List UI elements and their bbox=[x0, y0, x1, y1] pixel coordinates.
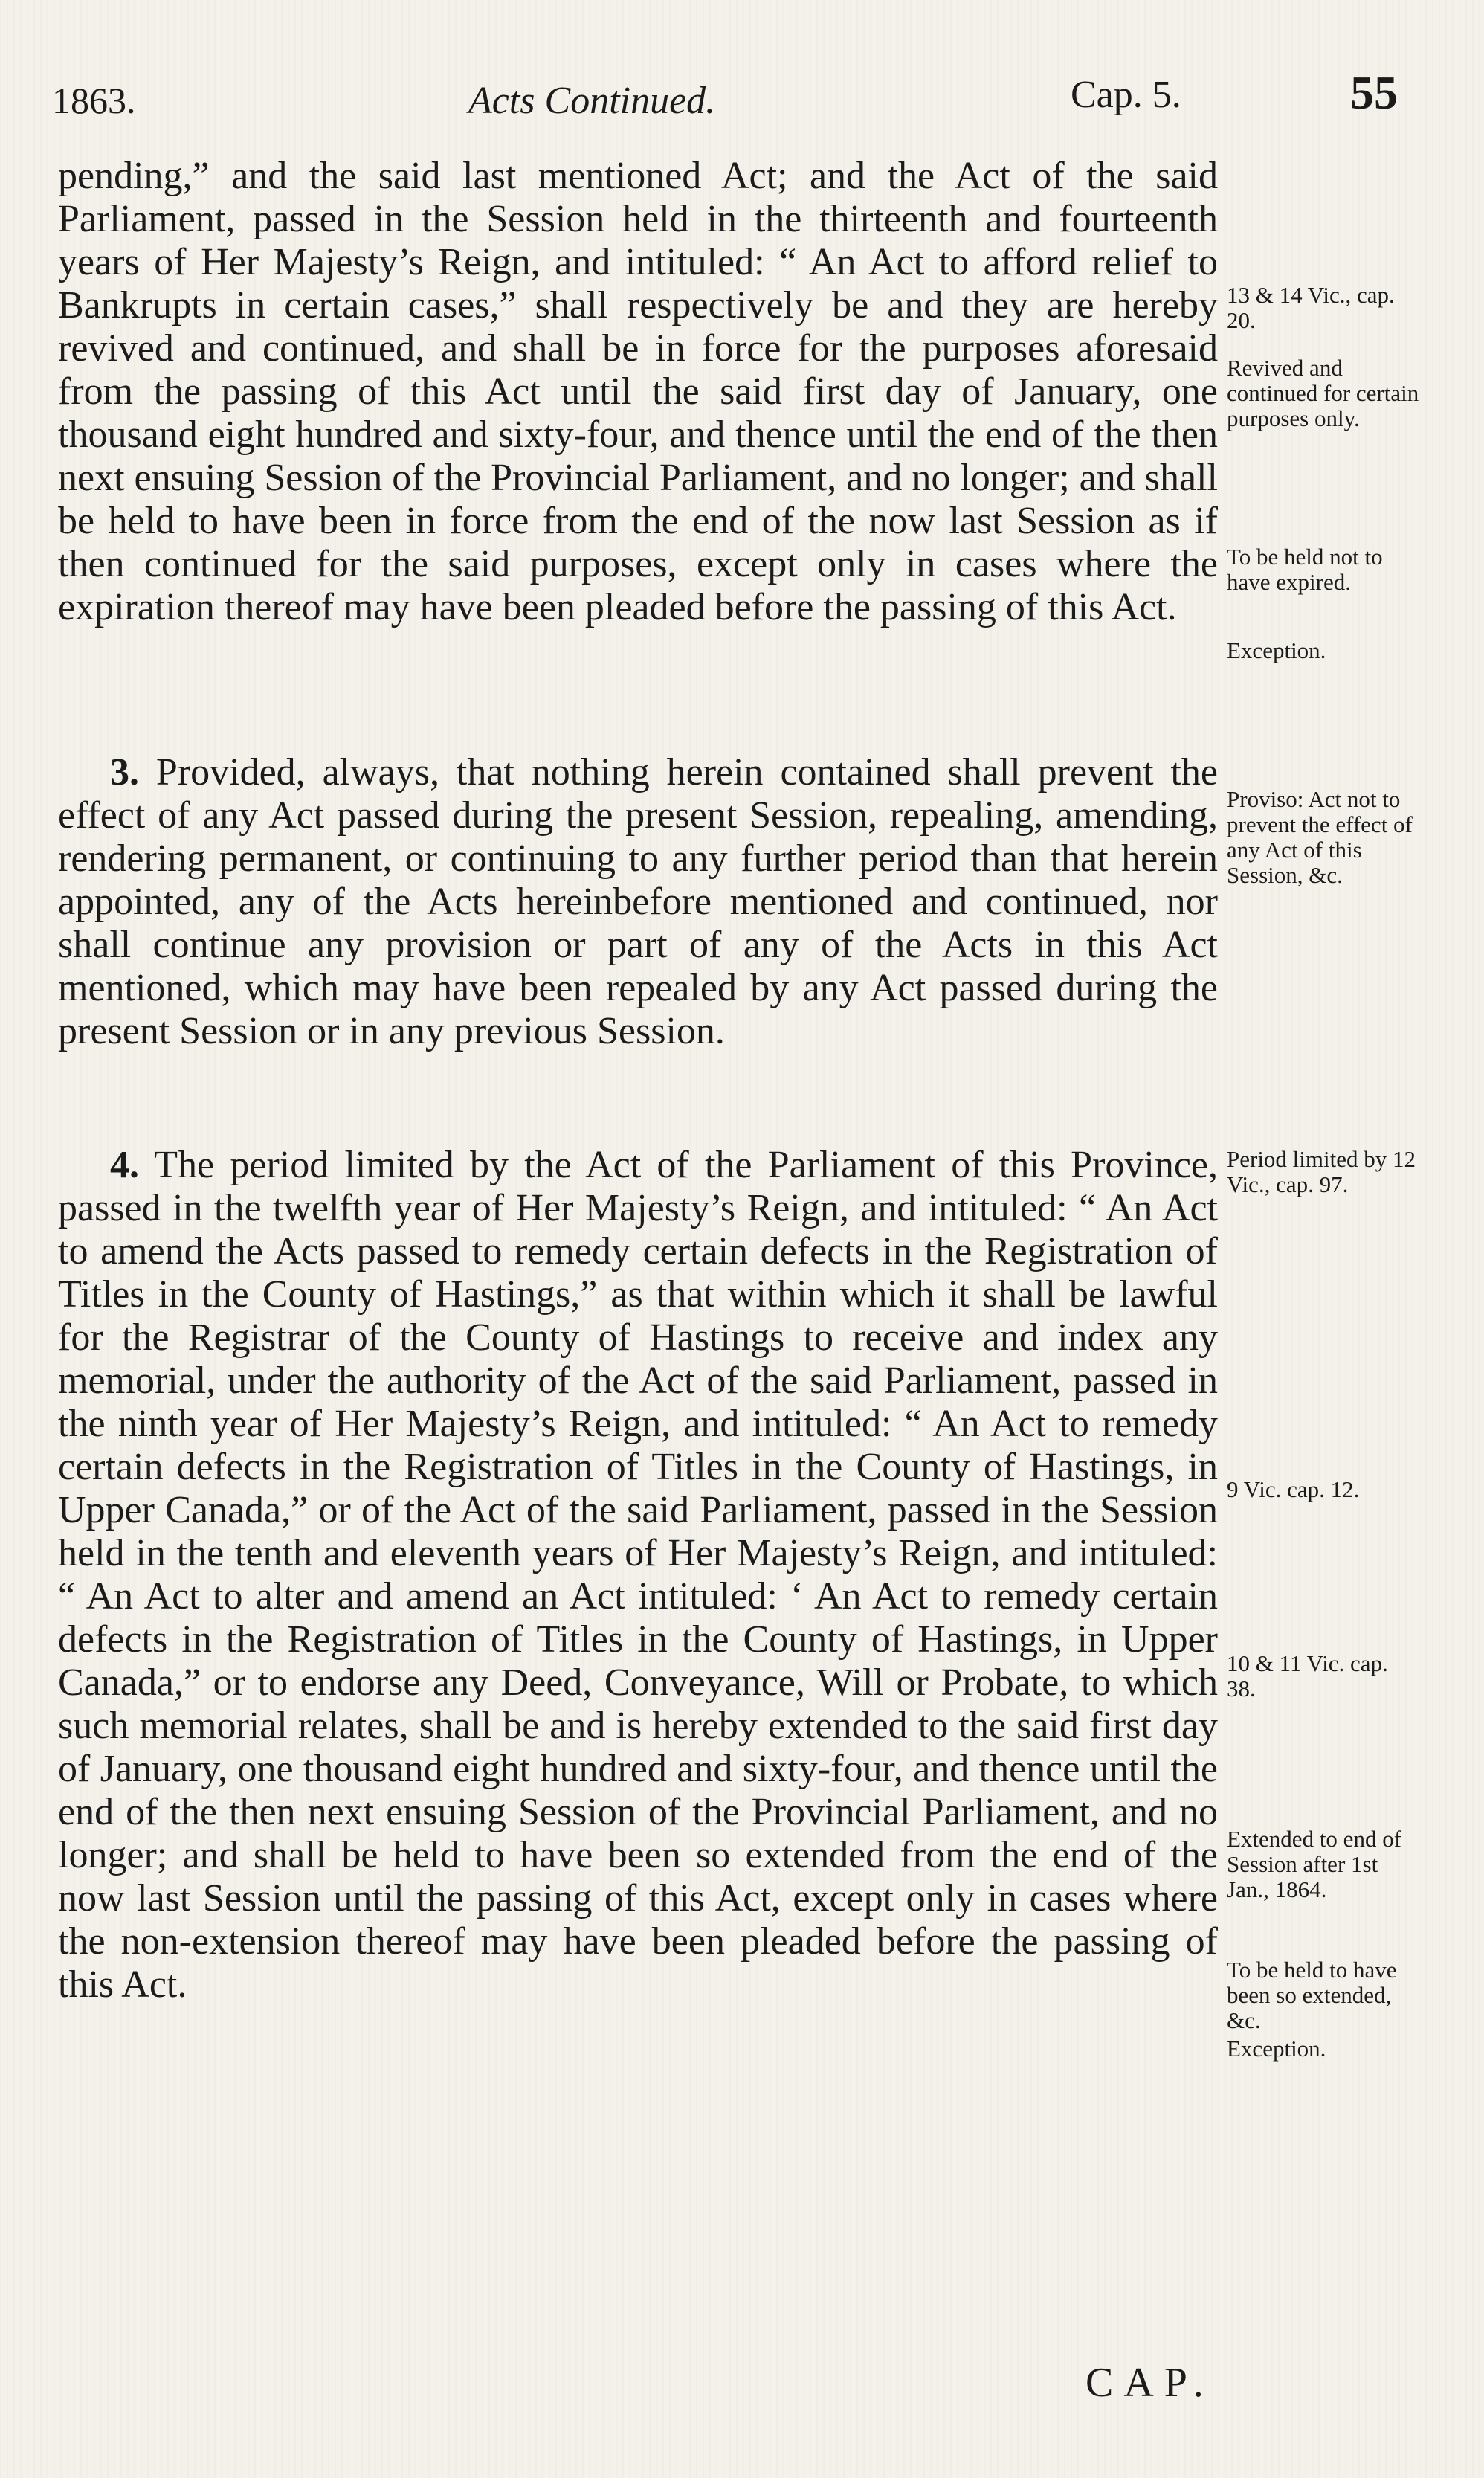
page-number: 55 bbox=[1350, 66, 1398, 119]
section-body: Provided, always, that nothing herein contained shall prevent the effect of any Act passed during the present Session, repealing, amending, rendering permanent, or continuing to any further period than that herein appointed, any of the Acts hereinbefore mentioned and continued, nor shall continue any provision or part of any of the Acts in this Act mentioned, which may have been repealed by any Act passed during the present Session or in any previous Session. bbox=[58, 751, 1219, 1052]
section-body: The period limited by the Act of the Parliament of this Province, passed in the twelfth year of Her Majesty’s Reign, and intituled: “ An Act to amend the Acts passed to remedy certain defects in the Registration of Titles in the County of Hastings,” as that within which it shall be lawful for the Registrar of the County of Hastings to receive and index any memorial, under the authority of the Act of the said Parliament, passed in the ninth year of Her Majesty’s Reign, and intituled: “ An Act to remedy certain defects in the Registration of Titles in the County of Hastings, in Upper Canada,” or of the Act of the said Parliament, passed in the Session held in the tenth and eleventh years of Her Majesty’s Reign, and intituled: “ An Act to alter and amend an Act intituled: ‘ An Act to remedy certain defects in the Registration of Titles in the County of Hastings, in Upper Canada,” or to endorse any Deed, Conveyance, Will or Probate, to which such memorial relates, shall be and is hereby extended to the said first day of January, one thousand eight hundred and sixty-four, and thence until the end of the then next ensuing Session of the Provincial Parliament, and no longer; and shall be held to have been so extended from the end of the now last Session until the passing of this Act, except only in cases where the non-extension thereof may have been pleaded before the passing of this Act. bbox=[58, 1144, 1218, 2006]
margin-note: Exception. bbox=[1227, 637, 1326, 663]
margin-note: Exception. bbox=[1227, 2036, 1326, 2062]
margin-note: To be held not to have expired. bbox=[1227, 544, 1383, 595]
section-number: 4. bbox=[110, 1144, 139, 1186]
margin-note: 9 Vic. cap. 12. bbox=[1227, 1476, 1360, 1502]
margin-note: Extended to end of Session after 1st Jan., 1864. bbox=[1227, 1826, 1402, 1902]
margin-note: 10 & 11 Vic. cap. 38. bbox=[1227, 1650, 1388, 1702]
section-3 bbox=[58, 751, 1218, 1053]
margin-note: To be held to have been so extended, &c. bbox=[1227, 1957, 1397, 2033]
section-4 bbox=[58, 1144, 1218, 2006]
margin-note: 13 & 14 Vic., cap. 20. bbox=[1227, 282, 1395, 333]
section-4-text bbox=[58, 1144, 1218, 2006]
header-year: 1863. bbox=[52, 80, 136, 121]
catchword: CAP. bbox=[1085, 2360, 1214, 2406]
paragraph-text: pending,” and the said last mentioned Act; and the Act of the said Parliament, passed in the Session held in the thirteenth and fourteenth years of Her Majesty’s Reign, and intituled: “ An Act to afford relief to Bankrupts in certain cases,” shall respectively be and they are hereby revived and continued, and shall be in force for the purposes aforesaid from the passing of this Act until the said first day of January, one thousand eight hundred and sixty-four, and thence until the end of the then next ensuing Session of the Provincial Parliament, and no longer; and shall be held to have been in force from the end of the now last Session as if then continued for the said purposes, except only in cases where the expiration thereof may have been pleaded before the passing of this Act. bbox=[58, 155, 1218, 628]
header-chapter: Cap. 5. bbox=[1071, 74, 1181, 116]
margin-note: Proviso: Act not to prevent the effect of any Act of this Session, &c. bbox=[1227, 786, 1413, 888]
section-number: 3. bbox=[110, 751, 139, 794]
margin-note: Period limited by 12 Vic., cap. 97. bbox=[1227, 1146, 1416, 1197]
header-title: Acts Continued. bbox=[468, 80, 716, 122]
paragraph-continued bbox=[58, 155, 1218, 629]
running-header bbox=[52, 65, 1413, 125]
section-3-text bbox=[58, 751, 1218, 1053]
margin-note: Revived and continued for certain purposes only. bbox=[1227, 355, 1419, 431]
